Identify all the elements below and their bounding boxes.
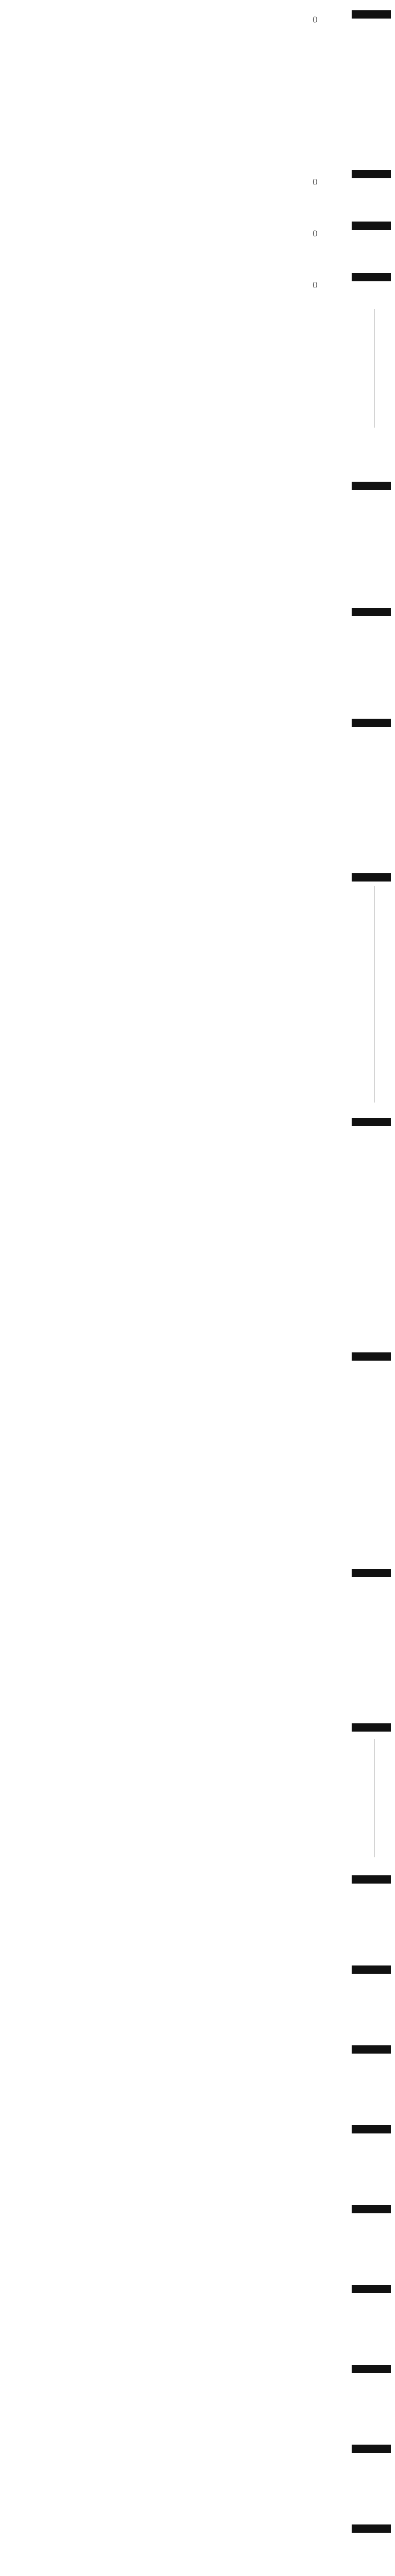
bracket-rule [370,886,374,1103]
section-heading: () [312,16,318,24]
page-marker-tag [352,273,391,281]
page-marker-tag [352,2524,391,2533]
page-marker-tag [352,222,391,230]
section-heading: () [312,230,318,238]
prose-block [34,1584,364,1713]
page-marker-tag [352,2365,391,2373]
poem-block [44,1739,354,1868]
page-marker-tag [352,2285,391,2293]
page-marker-tag [352,1118,391,1126]
prose-block [34,31,364,149]
page-marker-tag [352,608,391,616]
bracket-rule [370,1739,374,1857]
poem-block [75,500,292,603]
page-marker-tag [352,2045,391,2054]
page-marker-tag [352,1352,391,1361]
page-marker-tag [352,873,391,882]
page-marker-tag [352,2445,391,2453]
page-marker-tag [352,10,391,19]
poem-block [65,734,323,863]
page-marker-tag [352,719,391,727]
poem-block [44,886,333,1108]
poem-block [44,1133,333,1340]
page-marker-tag [352,2125,391,2133]
poem-block [44,309,333,443]
page-marker-tag [352,2205,391,2213]
poem-block [86,1891,271,1937]
page-marker-tag [352,482,391,490]
page-marker-tag [352,1569,391,1577]
section-heading: () [312,178,318,186]
page-marker-tag [352,1723,391,1732]
page-marker-tag [352,1965,391,1974]
page-marker-tag [352,1875,391,1884]
page-marker-tag [352,170,391,178]
poem-block [44,1368,323,1558]
poem-block [75,623,292,711]
section-heading: () [312,281,318,289]
bracket-rule [370,309,374,428]
